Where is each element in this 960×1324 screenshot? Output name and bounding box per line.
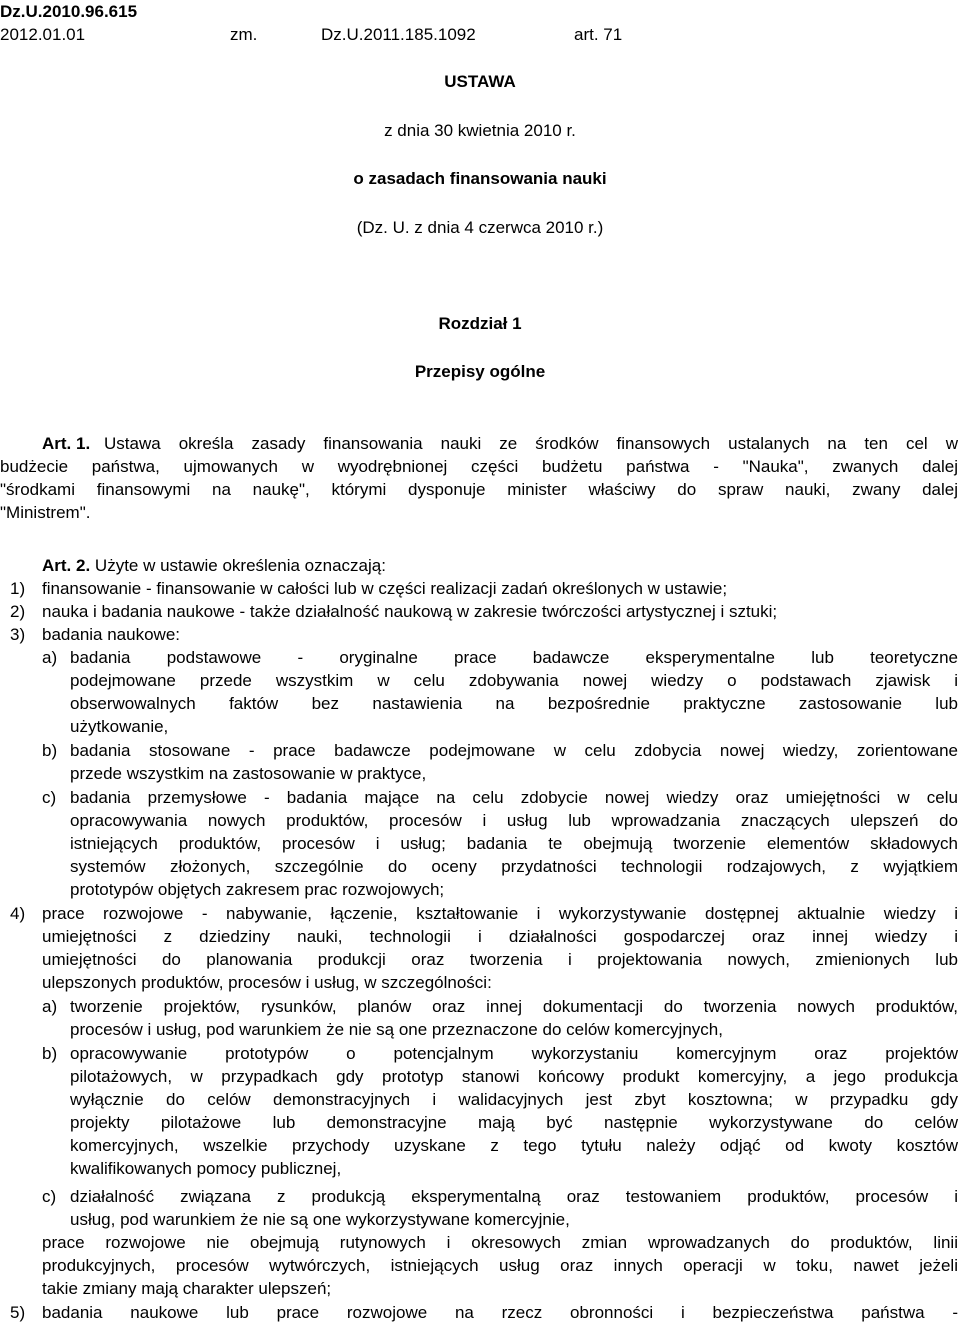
text-line: produkcyjnych, procesów wytwórczych, istniejących usług oraz innych operacji w toku, nawet jeżeli xyxy=(42,1256,958,1275)
text-line: opracowywania nowych produktów, procesów i usług lub wprowadzania znaczących ulepszeń do xyxy=(70,811,958,830)
point-4-closing-text xyxy=(42,1231,958,1300)
text-line: opracowywanie prototypów o potencjalnym wykorzystaniu komercyjnym oraz projektów xyxy=(70,1044,958,1063)
text-line: badania stosowane - prace badawcze podejmowane w celu zdobycia nowej wiedzy, zorientowane xyxy=(70,741,958,760)
point-1-text: finansowanie - finansowanie w całości lub w części realizacji zadań określonych w ustawie; xyxy=(42,579,728,598)
text-line: tworzenie projektów, rysunków, planów oraz innej dokumentacji do tworzenia nowych produktów, xyxy=(70,997,958,1016)
point-3a-text xyxy=(70,646,958,738)
text-line: projekty pilotażowe lub demonstracyjne mają być następnie wykorzystywane do celów xyxy=(70,1113,958,1132)
point-4-number: 4) xyxy=(10,904,26,923)
text-line: umiejętności z dziedziny nauki, technologii i działalności gospodarczej oraz innej wiedzy i xyxy=(42,927,958,946)
act-subject: o zasadach finansowania nauki xyxy=(353,169,607,188)
point-4a-letter: a) xyxy=(42,997,58,1016)
article-1-line: "Ministrem". xyxy=(0,503,91,522)
publication-reference: (Dz. U. z dnia 4 czerwca 2010 r.) xyxy=(356,218,604,237)
text-line: prototypów objętych zakresem prac rozwojowych; xyxy=(70,880,445,899)
amendment-reference: Dz.U.2011.185.1092 xyxy=(321,25,476,44)
point-3c-letter: c) xyxy=(42,788,57,807)
amendment-article: art. 71 xyxy=(574,25,623,44)
amendment-label: zm. xyxy=(230,25,258,44)
article-1-line: "środkami finansowymi na naukę", którymi dysponuje minister właściwy do spraw nauki, zwany dalej xyxy=(0,480,958,499)
point-3a-letter: a) xyxy=(42,648,58,667)
point-4-text xyxy=(42,902,958,994)
article-2-heading xyxy=(42,554,386,577)
point-3-text: badania naukowe: xyxy=(42,625,181,644)
point-2-text: nauka i badania naukowe - także działalność naukową w zakresie twórczości artystycznej i sztuki; xyxy=(42,602,778,621)
document-reference: Dz.U.2010.96.615 xyxy=(0,2,138,21)
point-3b-text xyxy=(70,739,958,785)
text-line: przede wszystkim na zastosowanie w praktyce, xyxy=(70,764,427,783)
article-1-line: budżecie państwa, ujmowanych w wyodrębnionej części budżetu państwa - "Nauka", zwanych dalej xyxy=(0,457,958,476)
point-4c-letter: c) xyxy=(42,1187,57,1206)
text-line: istniejących produktów, procesów i usług; badania te obejmują tworzenie elementów składowych xyxy=(70,834,958,853)
chapter-title: Przepisy ogólne xyxy=(414,362,546,381)
text-line: komercyjnych, wszelkie przychody uzyskane z tego tytułu należy odjąć od kwoty kosztów xyxy=(70,1136,958,1155)
point-5-number: 5) xyxy=(10,1303,26,1322)
point-3c-text xyxy=(70,786,958,901)
text-line: systemów złożonych, szczególnie do oceny przydatności technologii rodzajowych, z wyjątkiem xyxy=(70,857,958,876)
version-date: 2012.01.01 xyxy=(0,25,86,44)
article-1-line: Ustawa określa zasady finansowania nauki ze środków finansowych ustalanych na ten cel w xyxy=(104,434,958,453)
point-4a-text xyxy=(70,995,958,1041)
point-2-number: 2) xyxy=(10,602,26,621)
point-4c-text xyxy=(70,1185,958,1231)
text-line: pilotażowych, w przypadkach gdy prototyp stanowi końcowy produkt komercyjny, a jego produkcja xyxy=(70,1067,958,1086)
text-line: badania naukowe lub prace rozwojowe na rzecz obronności i bezpieczeństwa państwa - xyxy=(42,1303,958,1322)
text-line: procesów i usług, pod warunkiem że nie są one przeznaczone do celów komercyjnych, xyxy=(70,1020,723,1039)
article-1 xyxy=(0,432,960,524)
text-line: prace rozwojowe - nabywanie, łączenie, kształtowanie i wykorzystywanie dostępnej aktualnie wiedzy i xyxy=(42,904,958,923)
text-line: obserwowalnych faktów bez nastawienia na bezpośrednie praktyczne zastosowanie lub xyxy=(70,694,958,713)
point-3b-letter: b) xyxy=(42,741,58,760)
article-2-label: Art. 2. xyxy=(42,556,91,575)
point-4b-text xyxy=(70,1042,958,1180)
point-5-text xyxy=(42,1301,958,1324)
article-1-label: Art. 1. xyxy=(42,434,91,453)
text-line: prace rozwojowe nie obejmują rutynowych i okresowych zmian wprowadzanych do produktów, linii xyxy=(42,1233,958,1252)
text-line: działalność związana z produkcją eksperymentalną oraz testowaniem produktów, procesów i xyxy=(70,1187,958,1206)
text-line: badania podstawowe - oryginalne prace badawcze eksperymentalne lub teoretyczne xyxy=(70,648,958,667)
point-3-number: 3) xyxy=(10,625,26,644)
point-1-number: 1) xyxy=(10,579,26,598)
text-line: użytkowanie, xyxy=(70,717,169,736)
act-type: USTAWA xyxy=(444,72,516,91)
point-4b-letter: b) xyxy=(42,1044,58,1063)
text-line: takie zmiany mają charakter ulepszeń; xyxy=(42,1279,332,1298)
chapter-number: Rozdział 1 xyxy=(438,314,522,333)
text-line: usług, pod warunkiem że nie są one wykorzystywane komercyjnie, xyxy=(70,1210,570,1229)
act-date: z dnia 30 kwietnia 2010 r. xyxy=(384,121,576,140)
article-2-intro: Użyte w ustawie określenia oznaczają: xyxy=(94,556,386,575)
text-line: wyłącznie do celów demonstracyjnych i walidacyjnych jest zbyt kosztowna; w przypadku gdy xyxy=(70,1090,958,1109)
text-line: ulepszonych produktów, procesów i usług, w szczególności: xyxy=(42,973,492,992)
text-line: badania przemysłowe - badania mające na celu zdobycie nowej wiedzy oraz umiejętności w celu xyxy=(70,788,958,807)
text-line: podejmowane przede wszystkim w celu zdobywania nowej wiedzy o podstawach zjawisk i xyxy=(70,671,958,690)
text-line: kwalifikowanych pomocy publicznej, xyxy=(70,1159,342,1178)
text-line: umiejętności do planowania produkcji oraz tworzenia i projektowania nowych, zmienionych lub xyxy=(42,950,958,969)
